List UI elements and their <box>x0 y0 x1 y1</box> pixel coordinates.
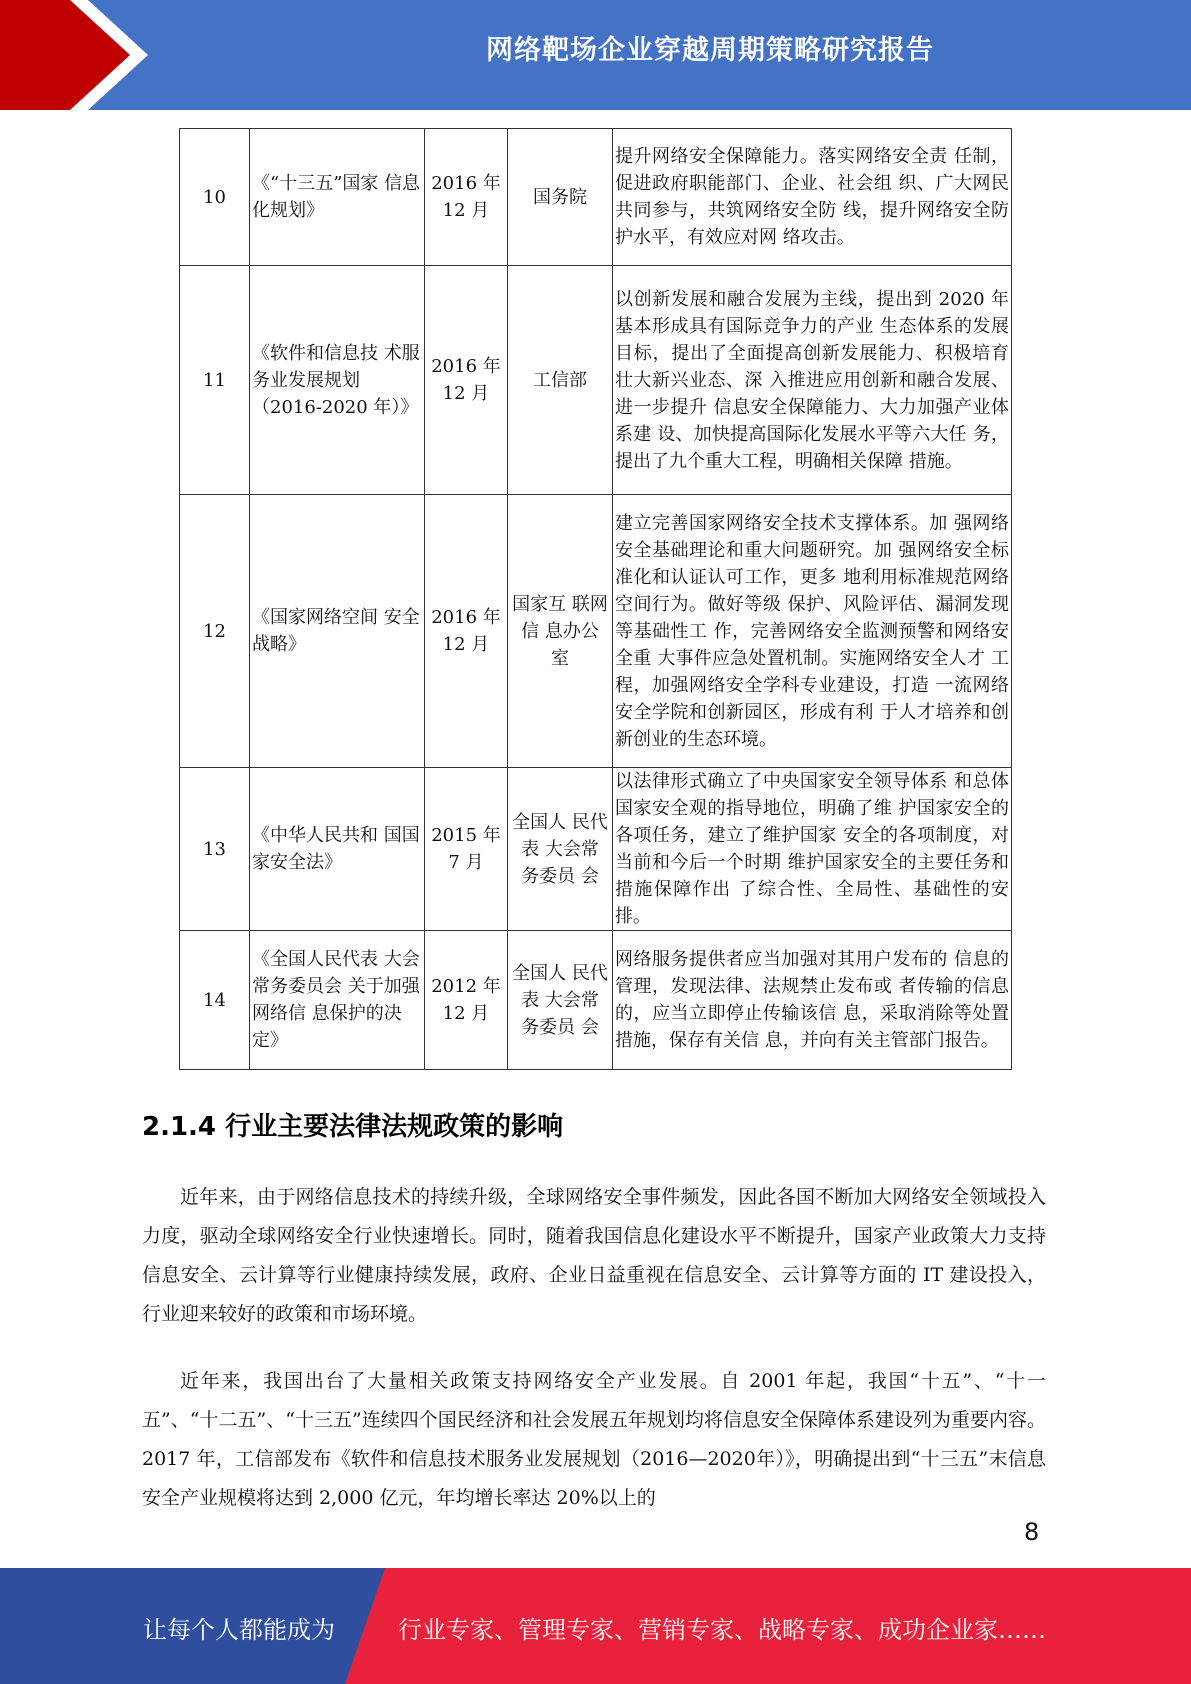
page-footer <box>0 1568 1191 1684</box>
row-number-cell: 14 <box>180 931 250 1070</box>
policy-name-cell: 《国家网络空间 安全战略》 <box>250 495 425 768</box>
footer-slogan-left: 让每个人都能成为 <box>143 1616 335 1644</box>
policy-name-cell: 《全国人民代表 大会常务委员会 关于加强网络信 息保护的决定》 <box>250 931 425 1070</box>
table-row <box>180 266 1012 495</box>
table-row <box>180 931 1012 1070</box>
paragraph: 近年来，由于网络信息技术的持续升级，全球网络安全事件频发，因此各国不断加大网络安全领域投入力度，驱动全球网络安全行业快速增长。同时，随着我国信息化建设水平不断提升，国家产业政策大力支持信息安全、云计算等行业健康持续发展，政府、企业日益重视在信息安全、云计算等方面的 IT 建设投入，行业迎来较好的政策和市场环境。 <box>142 1186 1046 1325</box>
table-row <box>180 495 1012 768</box>
policy-summary-cell: 建立完善国家网络安全技术支撑体系。加 强网络安全基础理论和重大问题研究。加 强网络安全标准化和认证认可工作，更多 地利用标准规范网络空间行为。做好等级 保护、风险评估、漏洞发现等基础性工 作，完善网络安全监测预警和网络安全重 大事件应急处置机制。实施网络安全人才 工程，加强网络安全学科专业建设，打造 一流网络安全学院和创新园区，形成有利 于人才培养和创新创业的生态环境。 <box>613 495 1012 768</box>
row-number-cell: 13 <box>180 768 250 931</box>
issuing-dept-cell: 国家互 联网信 息办公 室 <box>508 495 613 768</box>
policy-summary-cell: 提升网络安全保障能力。落实网络安全责 任制，促进政府职能部门、企业、社会组 织、广大网民共同参与，共筑网络安全防 线，提升网络安全防护水平，有效应对网 络攻击。 <box>613 129 1012 266</box>
page-number: 8 <box>1024 1518 1040 1546</box>
policy-summary-cell: 网络服务提供者应当加强对其用户发布的 信息的管理，发现法律、法规禁止发布或 者传输的信息的，应当立即停止传输该信 息，采取消除等处置措施，保存有关信 息，并向有关主管部门报告。 <box>613 931 1012 1070</box>
paragraph: 近年来，我国出台了大量相关政策支持网络安全产业发展。自 2001 年起，我国“十五”、“十一五”、“十二五”、“十三五”连续四个国民经济和社会发展五年规划均将信息安全保障体系建设列为重要内容。2017 年，工信部发布《软件和信息技术服务业发展规划（2016—2020年）》，明确提出到“十三五”末信息安全产业规模将达到 2,000 亿元，年均增长率达 20%以上的 <box>142 1370 1046 1509</box>
policy-name-cell: 《“十三五”国家 信息化规划》 <box>250 129 425 266</box>
policy-name-cell: 《中华人民共和 国国家安全法》 <box>250 768 425 931</box>
issuing-dept-cell: 全国人 民代表 大会常 务委员 会 <box>508 768 613 931</box>
issuing-dept-cell: 国务院 <box>508 129 613 266</box>
issuing-dept-cell: 全国人 民代表 大会常 务委员 会 <box>508 931 613 1070</box>
table-row <box>180 129 1012 266</box>
issue-date-cell: 2016 年 12 月 <box>425 495 508 768</box>
header-arrow-decoration <box>0 0 160 110</box>
table-row <box>180 768 1012 931</box>
row-number-cell: 10 <box>180 129 250 266</box>
policy-name-cell: 《软件和信息技 术服务业发展规划（2016-2020 年）》 <box>250 266 425 495</box>
section-heading: 2.1.4 行业主要法律法规政策的影响 <box>142 1112 564 1142</box>
row-number-cell: 11 <box>180 266 250 495</box>
policy-table <box>179 128 1012 1070</box>
policy-summary-cell: 以法律形式确立了中央国家安全领导体系 和总体国家安全观的指导地位，明确了维 护国家安全的各项任务，建立了维护国家 安全的各项制度，对当前和今后一个时期 维护国家安全的主要任务和措施保障作出 了综合性、全局性、基础性的安排。 <box>613 768 1012 931</box>
issue-date-cell: 2016 年 12 月 <box>425 129 508 266</box>
footer-slogan-right: 行业专家、管理专家、营销专家、战略专家、成功企业家…… <box>398 1616 1046 1644</box>
issue-date-cell: 2015 年 7 月 <box>425 768 508 931</box>
issuing-dept-cell: 工信部 <box>508 266 613 495</box>
policy-summary-cell: 以创新发展和融合发展为主线，提出到 2020 年基本形成具有国际竞争力的产业 生态体系的发展目标，提出了全面提高创新发展能力、积极培育壮大新兴业态、深 入推进应用创新和融合发展、进一步提升 信息安全保障能力、大力加强产业体系建 设、加快提高国际化发展水平等六大任 务，提出了九个重大工程，明确相关保障 措施。 <box>613 266 1012 495</box>
issue-date-cell: 2016 年 12 月 <box>425 266 508 495</box>
report-title: 网络靶场企业穿越周期策略研究报告 <box>486 35 934 66</box>
page-header <box>0 0 1191 110</box>
issue-date-cell: 2012 年 12 月 <box>425 931 508 1070</box>
row-number-cell: 12 <box>180 495 250 768</box>
